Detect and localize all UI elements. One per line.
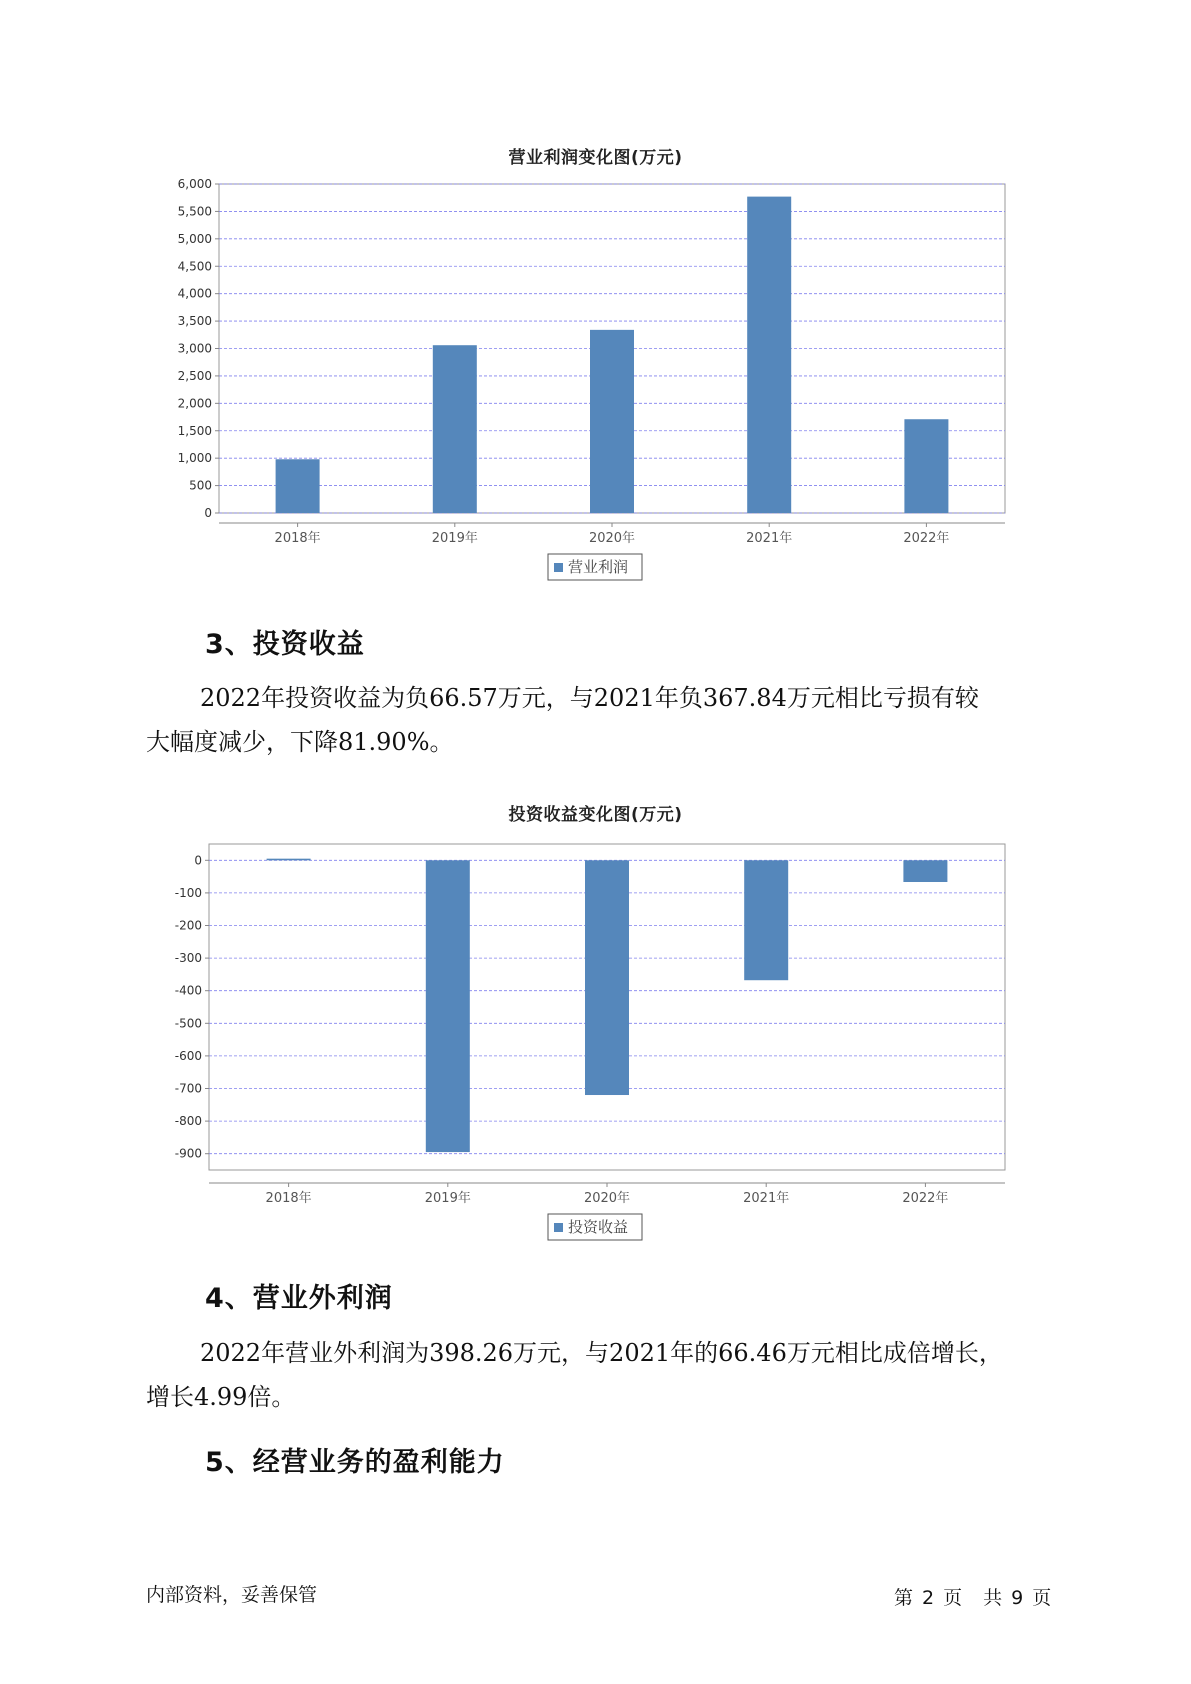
y-tick-label: 5,500 [177,204,212,219]
chart-investment-income [0,830,1191,1250]
y-tick-label: 4,000 [177,286,212,301]
x-tick-label: 2018年 [265,1191,312,1206]
y-tick-label: -700 [174,1081,202,1096]
paragraph-line: 增长4.99倍。 [146,1383,296,1411]
bar [267,859,311,861]
x-tick-label: 2022年 [902,1191,949,1206]
y-tick-label: 1,500 [177,423,212,438]
bar [585,860,629,1095]
bar [747,197,791,513]
y-tick-label: 3,500 [177,314,212,329]
chart-title-operating-profit: 营业利润变化图(万元) [508,148,683,168]
section-heading-non-operating-profit: 4、营业外利润 [205,1283,393,1314]
section-heading-profitability: 5、经营业务的盈利能力 [205,1447,505,1478]
legend-swatch [554,1223,563,1232]
x-tick-label: 2020年 [588,531,636,546]
paragraph-line: 2022年投资收益为负66.57万元，与2021年负367.84万元相比亏损有较 [200,684,979,712]
x-tick-label: 2022年 [903,531,950,546]
bar [903,860,947,882]
y-tick-label: -300 [174,951,202,966]
y-tick-label: 5,000 [177,231,212,246]
x-tick-label: 2018年 [274,531,321,546]
paragraph-non-operating-profit [146,1331,1066,1419]
legend-swatch [554,563,563,572]
y-tick-label: 6,000 [177,177,212,191]
paragraph-line: 大幅度减少，下降81.90%。 [146,728,454,756]
y-tick-label: -800 [174,1114,202,1129]
y-tick-label: -600 [174,1048,202,1063]
page-suffix: 页 [1032,1587,1053,1609]
page-total: 9 [1011,1587,1025,1609]
page-prefix: 第 [894,1587,915,1609]
y-tick-label: 1,000 [177,451,212,466]
y-tick-label: 500 [189,478,212,493]
y-tick-label: 3,000 [177,341,212,356]
bar [904,419,948,513]
y-tick-label: 2,500 [177,368,212,383]
y-tick-label: -200 [174,918,202,933]
section-heading-investment-income: 3、投资收益 [205,629,365,660]
legend-label: 投资收益 [568,1218,629,1236]
bar [744,860,788,980]
paragraph-investment-income [146,676,1066,764]
x-tick-label: 2021年 [743,1191,790,1206]
y-tick-label: 0 [194,853,202,868]
y-tick-label: -400 [174,983,202,998]
y-tick-label: -100 [174,885,202,900]
page-mid: 页 共 [943,1587,1004,1609]
footer-confidential-note: 内部资料，妥善保管 [146,1584,318,1606]
x-tick-label: 2021年 [746,531,793,546]
x-tick-label: 2019年 [431,531,478,546]
bar [433,345,477,513]
y-tick-label: 0 [204,506,212,520]
page-current: 2 [922,1587,936,1609]
chart-title-investment-income: 投资收益变化图(万元) [508,805,683,825]
x-tick-label: 2020年 [583,1191,631,1206]
bar [426,860,470,1152]
paragraph-line: 2022年营业外利润为398.26万元，与2021年的66.46万元相比成倍增长， [200,1339,1003,1367]
y-tick-label: -500 [174,1016,202,1031]
x-tick-label: 2019年 [424,1191,471,1206]
legend-label: 营业利润 [568,558,629,576]
chart-operating-profit [0,170,1191,590]
y-tick-label: -900 [174,1146,202,1161]
footer-page-number [890,1583,1056,1610]
y-tick-label: 4,500 [177,259,212,274]
bar [276,459,320,513]
y-tick-label: 2,000 [177,396,212,411]
bar [590,330,634,513]
